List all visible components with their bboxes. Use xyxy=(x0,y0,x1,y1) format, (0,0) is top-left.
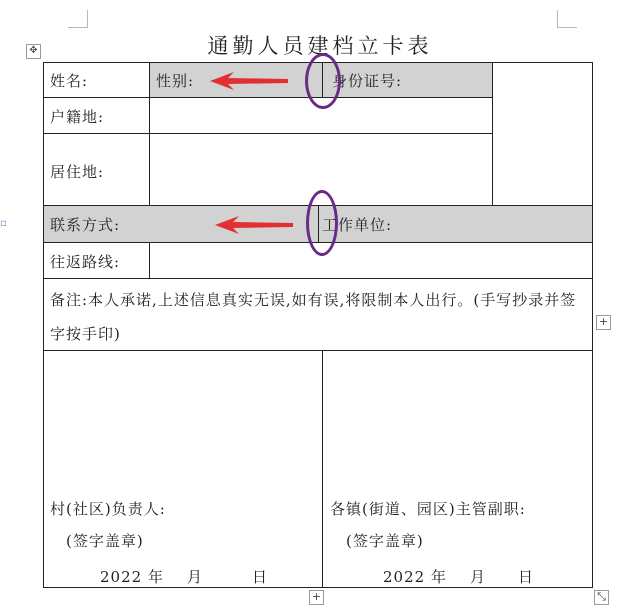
red-arrow-icon xyxy=(210,70,290,92)
town-deputy-label: 各镇(街道、园区)主管副职: xyxy=(330,500,526,518)
table-border-right xyxy=(592,62,593,588)
crop-mark-top-right-v xyxy=(557,10,558,28)
left-date-year: 2022 年 xyxy=(100,568,164,586)
right-date-year: 2022 年 xyxy=(383,568,447,586)
household-registration-label: 户籍地: xyxy=(50,108,105,126)
highlight-circle-work-border xyxy=(306,190,338,256)
rule-v-sign xyxy=(322,350,323,588)
left-sign-stamp-label: (签字盖章) xyxy=(66,532,144,550)
left-date-day: 日 xyxy=(252,568,269,586)
table-border-left xyxy=(43,62,44,588)
document-title: 通勤人员建档立卡表 xyxy=(207,34,433,58)
pledge-note: 备注:本人承诺,上述信息真实无误,如有误,将限制本人出行。(手写抄录并签字按手印) xyxy=(50,291,577,343)
rule-h1 xyxy=(43,97,493,98)
plus-icon: + xyxy=(311,590,322,603)
crop-mark-top-left-v xyxy=(87,10,88,28)
rule-v-photo xyxy=(492,62,493,205)
add-column-button[interactable] xyxy=(596,315,611,330)
village-leader-label: 村(社区)负责人: xyxy=(50,500,166,518)
plus-icon: + xyxy=(598,315,609,328)
crop-mark-top-right-h xyxy=(557,27,577,28)
rule-v-label-route xyxy=(149,242,150,278)
table-move-handle[interactable] xyxy=(26,44,41,59)
contact-label: 联系方式: xyxy=(50,216,121,234)
table-resize-handle[interactable] xyxy=(594,590,609,605)
id-number-label: 身份证号: xyxy=(332,72,403,90)
rule-h5 xyxy=(43,278,593,279)
crop-mark-top-left-h xyxy=(68,27,88,28)
right-date-day: 日 xyxy=(518,568,535,586)
name-label: 姓名: xyxy=(50,72,89,90)
table-move-icon: ✥ xyxy=(29,45,38,56)
left-date-month: 月 xyxy=(187,568,204,586)
add-row-button[interactable] xyxy=(309,590,324,605)
table-border-bottom xyxy=(43,587,593,588)
work-unit-label: 工作单位: xyxy=(322,216,393,234)
right-date-month: 月 xyxy=(470,568,487,586)
right-sign-stamp-label: (签字盖章) xyxy=(346,532,424,550)
margin-marker-icon: ▫ xyxy=(0,218,7,229)
rule-h2 xyxy=(43,133,493,134)
gender-label: 性别: xyxy=(156,72,195,90)
residence-label: 居住地: xyxy=(50,163,105,181)
rule-v-label xyxy=(149,62,150,205)
commute-route-label: 往返路线: xyxy=(50,253,121,271)
resize-icon: ⤡ xyxy=(597,590,606,603)
red-arrow-icon xyxy=(215,214,295,236)
highlight-circle-id-border xyxy=(305,53,341,109)
